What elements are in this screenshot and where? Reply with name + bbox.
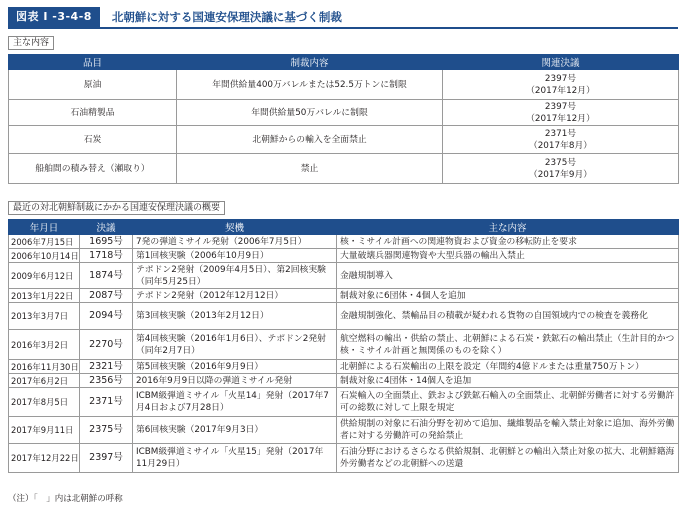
res-cell: 2371号 xyxy=(80,388,133,417)
content-cell: 供給規制の対象に石油分野を初めて追加、繊維製品を輸入禁止対象に追加、海外労働者に対する労働許可の発給禁止 xyxy=(337,417,679,444)
res-cell: 2356号 xyxy=(80,374,133,388)
date-cell: 2017年12月22日 xyxy=(9,444,80,473)
main-content-label: 主な内容 xyxy=(8,36,54,50)
main-content-row xyxy=(9,100,679,126)
overview-row xyxy=(9,263,679,289)
main-content-table xyxy=(8,54,679,184)
content-cell: 核・ミサイル計画への関連物資および資金の移転防止を要求 xyxy=(337,235,679,249)
overview-row xyxy=(9,249,679,263)
res-cell: 1718号 xyxy=(80,249,133,263)
date-cell: 2006年10月14日 xyxy=(9,249,80,263)
figure-title: 北朝鮮に対する国連安保理決議に基づく制裁 xyxy=(111,10,342,24)
res-cell: 2087号 xyxy=(80,289,133,303)
overview-row xyxy=(9,374,679,388)
resolution-date: （2017年8月） xyxy=(528,140,593,151)
header-content: 主な内容 xyxy=(337,220,679,235)
date-cell: 2006年7月15日 xyxy=(9,235,80,249)
res-cell: 1874号 xyxy=(80,263,133,289)
res-cell: 2270号 xyxy=(80,330,133,360)
item-cell: 石油精製品 xyxy=(9,100,177,126)
overview-row xyxy=(9,360,679,374)
content-cell: 北朝鮮による石炭輸出の上限を設定（年間約4億ドルまたは重量750万トン） xyxy=(337,360,679,374)
date-cell: 2009年6月12日 xyxy=(9,263,80,289)
header-date: 年月日 xyxy=(9,220,80,235)
res-cell: 2094号 xyxy=(80,303,133,330)
date-cell: 2013年3月7日 xyxy=(9,303,80,330)
date-cell: 2017年8月5日 xyxy=(9,388,80,417)
resolution-date: （2017年12月） xyxy=(526,85,595,96)
overview-row xyxy=(9,388,679,417)
header-res: 決議 xyxy=(80,220,133,235)
occasion-cell: 第4回核実験（2016年1月6日）、テポドン2発射（同年2月7日） xyxy=(133,330,337,360)
sanction-cell: 年間供給量400万バレルまたは52.5万トンに制限 xyxy=(177,70,443,100)
occasion-cell: ICBM級弾道ミサイル「火星14」発射（2017年7月4日および7月28日） xyxy=(133,388,337,417)
main-content-header-row xyxy=(9,55,679,70)
occasion-cell: 2016年9月9日以降の弾道ミサイル発射 xyxy=(133,374,337,388)
content-cell: 航空燃料の輸出・供給の禁止、北朝鮮による石炭・鉄鉱石の輸出禁止（生計目的かつ核・ミサイル計画と無関係のものを除く） xyxy=(337,330,679,360)
content-cell: 制裁対象に4団体・14個人を追加 xyxy=(337,374,679,388)
date-cell: 2017年6月2日 xyxy=(9,374,80,388)
sanction-cell: 北朝鮮からの輸入を全面禁止 xyxy=(177,126,443,154)
figure-header xyxy=(8,7,678,29)
sanction-cell: 年間供給量50万バレルに制限 xyxy=(177,100,443,126)
occasion-cell: 第5回核実験（2016年9月9日） xyxy=(133,360,337,374)
occasion-cell: ICBM級弾道ミサイル「火星15」発射（2017年11月29日） xyxy=(133,444,337,473)
content-cell: 石油分野におけるさらなる供給規制、北朝鮮との輸出入禁止対象の拡大、北朝鮮籍海外労働者などの北朝鮮への送還 xyxy=(337,444,679,473)
resolution-number: 2375号 xyxy=(544,157,577,168)
date-cell: 2016年11月30日 xyxy=(9,360,80,374)
item-cell: 石炭 xyxy=(9,126,177,154)
content-cell: 制裁対象に6団体・4個人を追加 xyxy=(337,289,679,303)
sanction-cell: 禁止 xyxy=(177,154,443,184)
occasion-cell: 7発の弾道ミサイル発射（2006年7月5日） xyxy=(133,235,337,249)
main-content-row xyxy=(9,126,679,154)
occasion-cell: 第6回核実験（2017年9月3日） xyxy=(133,417,337,444)
resolution-cell xyxy=(443,100,679,126)
date-cell: 2017年9月11日 xyxy=(9,417,80,444)
main-content-row xyxy=(9,154,679,184)
header-sanction: 制裁内容 xyxy=(177,55,443,70)
resolution-cell xyxy=(443,154,679,184)
occasion-cell: 第3回核実験（2013年2月12日） xyxy=(133,303,337,330)
header-occasion: 契機 xyxy=(133,220,337,235)
content-cell: 大量破壊兵器関連物資や大型兵器の輸出入禁止 xyxy=(337,249,679,263)
occasion-cell: テポドン2発射（2009年4月5日）、第2回核実験（同年5月25日） xyxy=(133,263,337,289)
overview-table xyxy=(8,219,679,473)
resolution-cell xyxy=(443,70,679,100)
resolution-date: （2017年9月） xyxy=(528,169,593,180)
item-cell: 原油 xyxy=(9,70,177,100)
resolution-date: （2017年12月） xyxy=(526,113,595,124)
header-resolution: 関連決議 xyxy=(443,55,679,70)
overview-header-row xyxy=(9,220,679,235)
occasion-cell: テポドン2発射（2012年12月12日） xyxy=(133,289,337,303)
content-cell: 金融規制強化、禁輸品目の積載が疑われる貨物の自国領域内での検査を義務化 xyxy=(337,303,679,330)
figure-number: 図表 I -3-4-8 xyxy=(8,7,100,27)
main-content-row xyxy=(9,70,679,100)
overview-row xyxy=(9,289,679,303)
footnote: （注）「 」内は北朝鮮の呼称 xyxy=(8,494,123,504)
resolution-number: 2397号 xyxy=(544,101,577,112)
header-item: 品目 xyxy=(9,55,177,70)
resolution-number: 2397号 xyxy=(544,73,577,84)
resolution-cell xyxy=(443,126,679,154)
date-cell: 2016年3月2日 xyxy=(9,330,80,360)
content-cell: 金融規制導入 xyxy=(337,263,679,289)
overview-row xyxy=(9,417,679,444)
overview-label: 最近の対北朝鮮制裁にかかる国連安保理決議の概要 xyxy=(8,201,225,215)
resolution-number: 2371号 xyxy=(544,128,577,139)
res-cell: 2375号 xyxy=(80,417,133,444)
date-cell: 2013年1月22日 xyxy=(9,289,80,303)
overview-row xyxy=(9,444,679,473)
res-cell: 2321号 xyxy=(80,360,133,374)
res-cell: 1695号 xyxy=(80,235,133,249)
overview-row xyxy=(9,303,679,330)
overview-row xyxy=(9,330,679,360)
occasion-cell: 第1回核実験（2006年10月9日） xyxy=(133,249,337,263)
content-cell: 石炭輸入の全面禁止、鉄および鉄鉱石輸入の全面禁止、北朝鮮労働者に対する労働許可の総数に対して上限を規定 xyxy=(337,388,679,417)
item-cell: 船舶間の積み替え（瀬取り） xyxy=(9,154,177,184)
res-cell: 2397号 xyxy=(80,444,133,473)
overview-row xyxy=(9,235,679,249)
